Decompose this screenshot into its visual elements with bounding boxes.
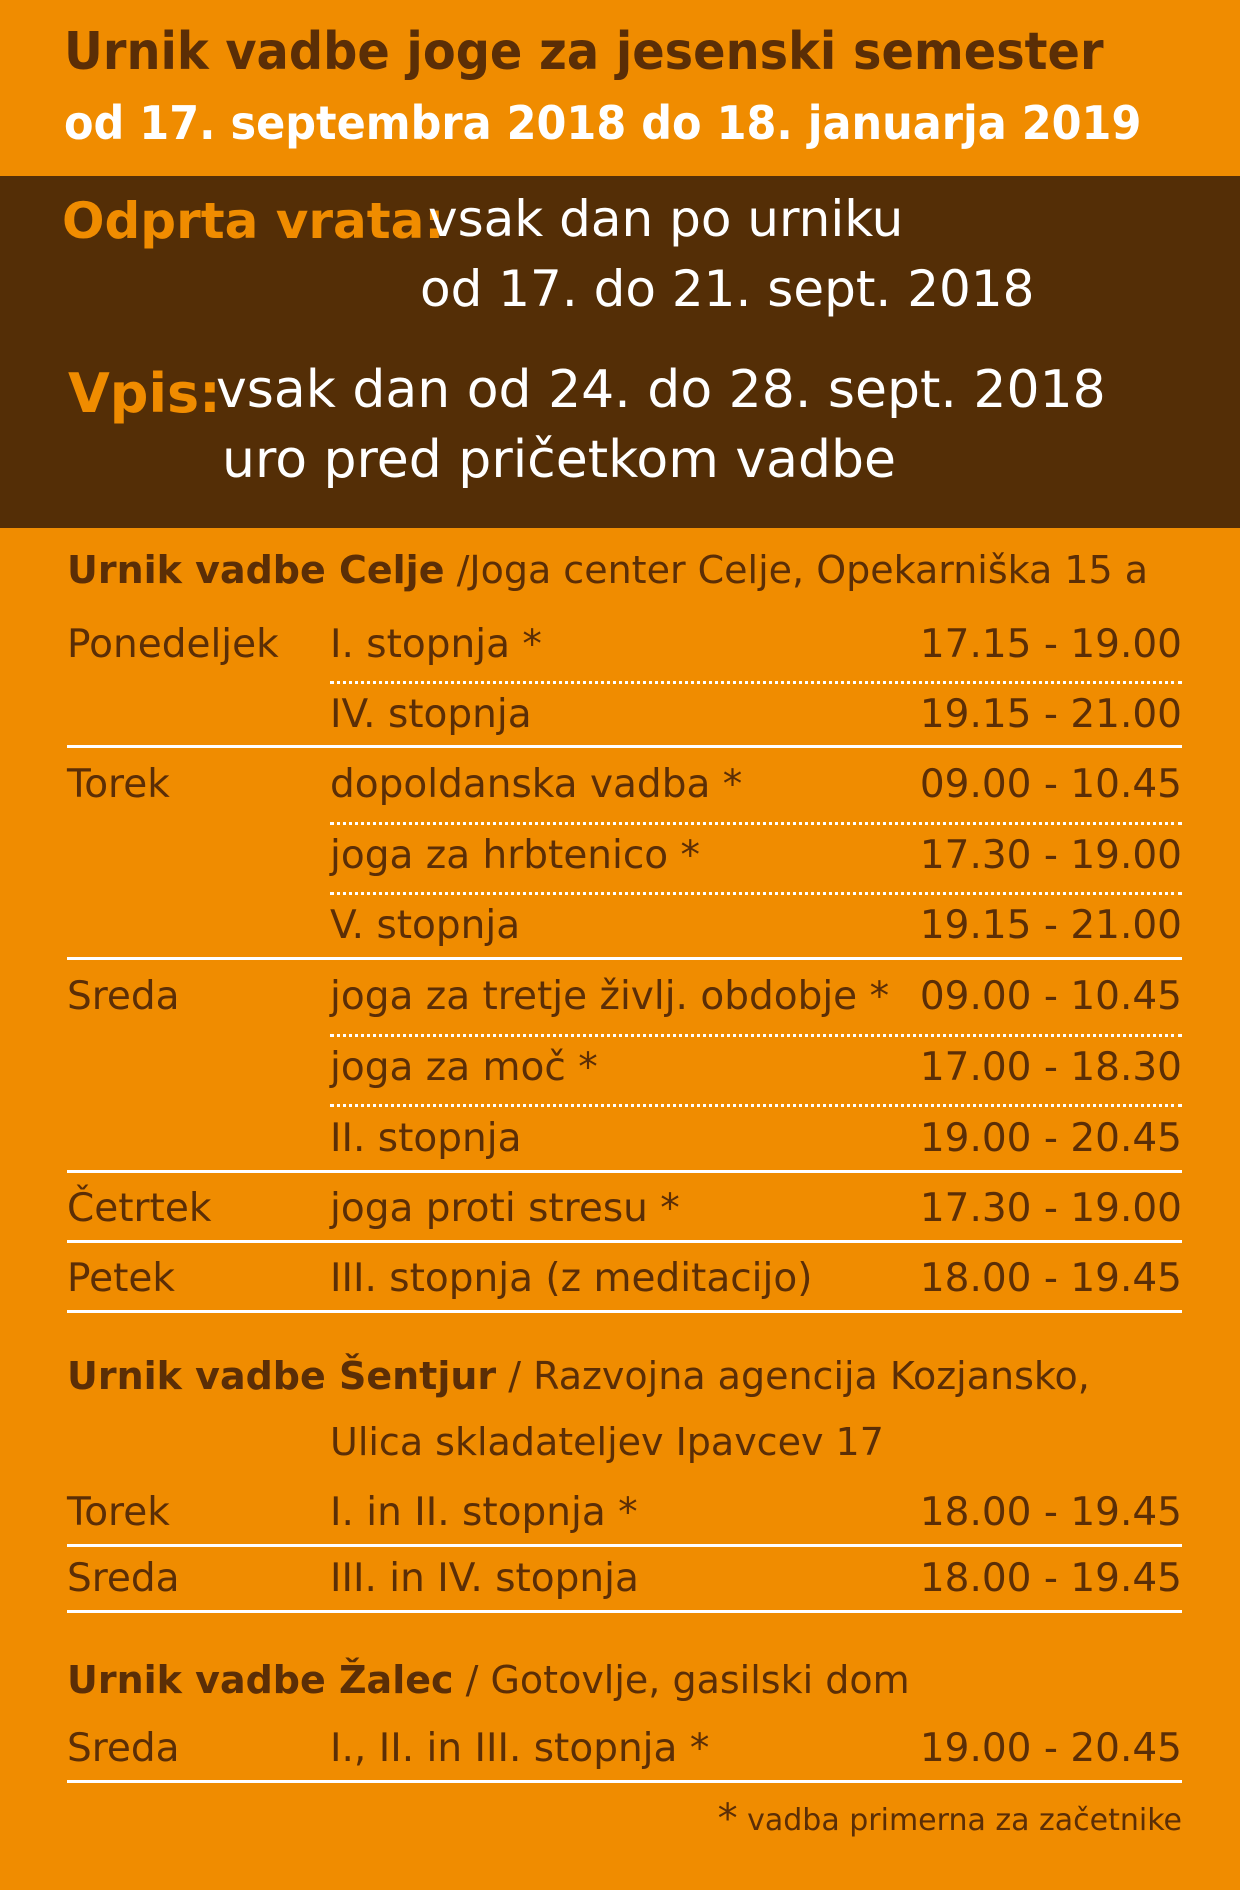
open-doors-line2: od 17. do 21. sept. 2018 (420, 260, 1035, 318)
sentjur-heading (67, 1354, 1090, 1398)
row-class: V. stopnja (330, 903, 521, 948)
schedule-row (0, 968, 1240, 1026)
row-time: 19.00 - 20.45 (919, 1116, 1182, 1161)
solid-divider (67, 1310, 1182, 1313)
schedule-section (0, 528, 1240, 1890)
poster-subtitle: od 17. septembra 2018 do 18. januarja 2019 (64, 96, 1142, 150)
schedule-row (0, 686, 1240, 744)
enroll-line2: uro pred pričetkom vadbe (222, 430, 897, 490)
solid-divider (67, 745, 1182, 748)
solid-divider (67, 1240, 1182, 1243)
solid-divider (67, 1170, 1182, 1173)
row-day: Torek (67, 1490, 170, 1535)
row-class: IV. stopnja (330, 692, 532, 737)
enroll-line1: vsak dan od 24. do 28. sept. 2018 (216, 360, 1106, 420)
row-time: 19.15 - 21.00 (919, 692, 1182, 737)
open-doors-line1: vsak dan po urniku (428, 190, 904, 248)
row-class: I. in II. stopnja * (330, 1490, 638, 1535)
celje-heading (67, 548, 1148, 592)
schedule-row (0, 1250, 1240, 1308)
celje-location: /Joga center Celje, Opekarniška 15 a (444, 548, 1149, 592)
row-time: 19.00 - 20.45 (919, 1726, 1182, 1771)
row-time: 17.15 - 19.00 (919, 622, 1182, 667)
row-class: I. stopnja * (330, 622, 542, 667)
schedule-row (0, 897, 1240, 955)
solid-divider (67, 1544, 1182, 1547)
dotted-divider (330, 1104, 1182, 1107)
row-day: Ponedeljek (67, 622, 279, 667)
row-time: 19.15 - 21.00 (919, 903, 1182, 948)
row-class: joga za tretje življ. obdobje * (330, 974, 890, 1019)
row-class: dopoldanska vadba * (330, 762, 743, 807)
sentjur-address: Ulica skladateljev Ipavcev 17 (330, 1420, 884, 1464)
zalec-heading (67, 1658, 910, 1702)
row-day: Četrtek (67, 1186, 212, 1231)
row-day: Torek (67, 762, 170, 807)
info-band (0, 176, 1240, 528)
row-time: 18.00 - 19.45 (919, 1256, 1182, 1301)
open-doors-label: Odprta vrata: (62, 192, 445, 250)
row-time: 17.30 - 19.00 (919, 833, 1182, 878)
schedule-row (0, 1550, 1240, 1608)
dotted-divider (330, 1034, 1182, 1037)
row-class: joga proti stresu * (330, 1186, 680, 1231)
solid-divider (67, 1780, 1182, 1783)
row-day: Sreda (67, 1556, 180, 1601)
poster-header (0, 0, 1240, 176)
enroll-label: Vpis: (68, 362, 221, 425)
row-class: joga za hrbtenico * (330, 833, 701, 878)
schedule-row (0, 1484, 1240, 1542)
sentjur-location: / Razvojna agencija Kozjansko, (496, 1354, 1090, 1398)
row-class: joga za moč * (330, 1045, 598, 1090)
row-time: 09.00 - 10.45 (919, 762, 1182, 807)
poster-title: Urnik vadbe joge za jesenski semester (64, 22, 1104, 82)
row-day: Sreda (67, 1726, 180, 1771)
row-time: 18.00 - 19.45 (919, 1556, 1182, 1601)
row-day: Petek (67, 1256, 175, 1301)
row-time: 17.00 - 18.30 (919, 1045, 1182, 1090)
schedule-row (0, 756, 1240, 814)
schedule-row (0, 1180, 1240, 1238)
beginner-footnote (718, 1796, 1182, 1842)
schedule-row (0, 1720, 1240, 1778)
row-day: Sreda (67, 974, 180, 1019)
zalec-location: / Gotovlje, gasilski dom (453, 1658, 910, 1702)
zalec-title: Urnik vadbe Žalec (67, 1658, 454, 1702)
row-class: III. in IV. stopnja (330, 1556, 639, 1601)
solid-divider (67, 1610, 1182, 1613)
dotted-divider (330, 822, 1182, 825)
celje-title: Urnik vadbe Celje (67, 548, 445, 592)
dotted-divider (330, 892, 1182, 895)
schedule-row (0, 827, 1240, 885)
row-class: II. stopnja (330, 1116, 522, 1161)
solid-divider (67, 957, 1182, 960)
schedule-row (0, 1110, 1240, 1168)
schedule-row (0, 616, 1240, 674)
asterisk-mark: * (717, 1796, 738, 1842)
row-time: 17.30 - 19.00 (919, 1186, 1182, 1231)
row-time: 18.00 - 19.45 (919, 1490, 1182, 1535)
row-time: 09.00 - 10.45 (919, 974, 1182, 1019)
footnote-text: vadba primerna za začetnike (737, 1803, 1182, 1838)
schedule-row (0, 1039, 1240, 1097)
row-class: I., II. in III. stopnja * (330, 1726, 710, 1771)
sentjur-title: Urnik vadbe Šentjur (67, 1354, 497, 1398)
row-class: III. stopnja (z meditacijo) (330, 1256, 813, 1301)
dotted-divider (330, 681, 1182, 684)
